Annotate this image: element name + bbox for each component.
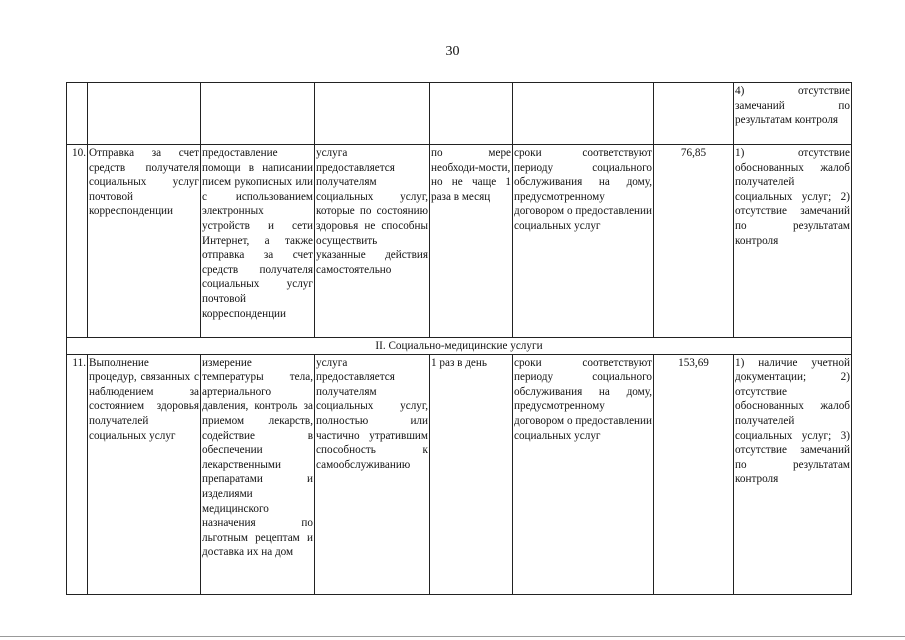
service-description: измерение температуры тела, артериального давления, контроль за приемом лекарств, содействие в обеспечении лекарственными препаратами и изделиями медицинского назначения по льготным рецептам и доставка их на дом: [201, 354, 315, 594]
service-frequency: по мере необходи-мости, но не чаще 1 раза в месяц: [430, 145, 513, 338]
carryover-criteria-cell: 4) отсутствие замечаний по результатам контроля: [734, 83, 852, 145]
carryover-frequency-cell: [430, 83, 513, 145]
service-price: 153,69: [654, 354, 734, 594]
bottom-rule: [0, 636, 905, 637]
service-conditions: услуга предоставляется получателям социальных услуг, которые по состоянию здоровья не способны осуществить указанные действия самостоятельно: [315, 145, 430, 338]
service-conditions: услуга предоставляется получателям социальных услуг, полностью или частично утратившим способность к самообслуживанию: [315, 354, 430, 594]
service-price: 76,85: [654, 145, 734, 338]
carryover-description-cell: [201, 83, 315, 145]
service-criteria: 1) наличие учетной документации; 2) отсутствие обоснованных жалоб получателей социальных услуг; 3) отсутствие замечаний по результатам контроля: [734, 354, 852, 594]
service-terms: сроки соответствуют периоду социального обслуживания на дому, предусмотренному договором о предоставлении социальных услуг: [513, 354, 654, 594]
carryover-conditions-cell: [315, 83, 430, 145]
services-table: [66, 82, 852, 595]
table-row: [67, 354, 852, 594]
carryover-terms-cell: [513, 83, 654, 145]
service-name: Отправка за счет средств получателя социальных услуг почтовой корреспонденции: [88, 145, 201, 338]
page-number: 30: [445, 44, 460, 59]
carryover-price-cell: [654, 83, 734, 145]
row-number: 11.: [67, 354, 88, 594]
carryover-num-cell: [67, 83, 88, 145]
row-number: 10.: [67, 145, 88, 338]
carryover-row: [67, 83, 852, 145]
section-row: [67, 338, 852, 355]
service-terms: сроки соответствуют периоду социального обслуживания на дому, предусмотренному договором о предоставлении социальных услуг: [513, 145, 654, 338]
carryover-name-cell: [88, 83, 201, 145]
service-criteria: 1) отсутствие обоснованных жалоб получателей социальных услуг; 2) отсутствие замечаний по результатам контроля: [734, 145, 852, 338]
section-title: II. Социально-медицинские услуги: [67, 338, 852, 355]
service-name: Выполнение процедур, связанных с наблюдением за состоянием здоровья получателей социальных услуг: [88, 354, 201, 594]
table-row: [67, 145, 852, 338]
service-description: предоставление помощи в написании писем рукописных или с использованием электронных устройств и сети Интернет, а также отправка за счет средств получателя социальных услуг почтовой корреспонденции: [201, 145, 315, 338]
service-frequency: 1 раз в день: [430, 354, 513, 594]
